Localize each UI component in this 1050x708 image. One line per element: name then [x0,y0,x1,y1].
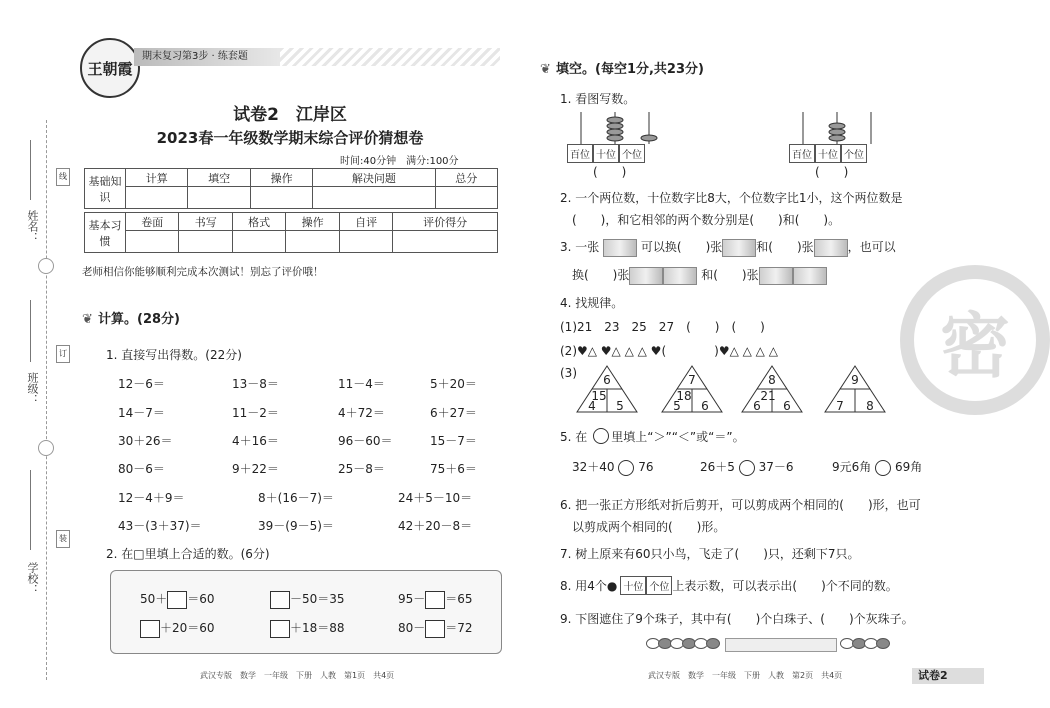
r-q4-3: (3) [560,366,577,380]
box-equation: 80－ ＝72 [398,619,473,638]
compare-circle[interactable] [875,460,891,476]
section-calc-heading [82,308,180,328]
equation: 43－(3＋37)＝ [118,519,202,533]
margin-chip: 线 [56,168,70,186]
equation: 12－4＋9＝ [118,491,185,505]
equation: 13－8＝ [232,377,279,391]
bead [706,638,720,649]
school-label: 学校： [26,562,39,595]
svg-text:21: 21 [760,389,776,403]
col-head: 解决问题 [313,169,435,187]
equation: 96－60＝ [338,434,393,448]
r-q6-line2: 以剪成两个相同的( )形。 [572,520,726,534]
score-table-basic [84,168,498,209]
box-equation: 50＋ ＝60 [140,590,215,609]
section-calc-title: 计算。(28分) [98,312,180,327]
equation: 15－7＝ [430,434,477,448]
r-q2-line2: ( )，和它相邻的两个数分别是( )和( )。 [572,213,841,227]
col-head: 卷面 [126,213,179,231]
score-cell[interactable] [179,231,232,253]
compare-circle[interactable] [618,460,634,476]
equation: 24＋5－10＝ [398,491,473,505]
score-cell[interactable] [250,187,312,209]
equation: 8＋(16－7)＝ [258,491,334,505]
compare-item: 9元6角 69角 [832,460,923,474]
r-q1: 1. 看图写数。 [560,92,636,106]
svg-text:6: 6 [753,399,761,413]
encourage-note: 老师相信你能够顺利完成本次测试！别忘了评价哦！ [82,266,324,278]
leaf-icon: ❦ [540,62,551,77]
compare-item: 26＋5 37－6 [700,460,794,474]
equation: 9＋22＝ [232,462,279,476]
col-head: 书写 [179,213,232,231]
name-label: 姓名： [26,210,39,243]
section-fill-title: 填空。(每空1分,共23分) [556,62,704,77]
row-head: 基本习惯 [85,213,126,253]
compare-item: 32＋40 76 [572,460,654,474]
row-head: 基础知识 [85,169,126,209]
review-banner: 期末复习第3步 · 练套题 [134,48,282,66]
answer-box[interactable] [425,620,445,638]
equation: 6＋27＝ [430,406,477,420]
svg-text:9: 9 [851,373,859,387]
equation: 75＋6＝ [430,462,477,476]
brand-logo: 王朝霞 [80,38,140,98]
answer-paren[interactable]: ( ) [815,165,849,179]
r-q3-line2: 换( )张 和( )张 [572,266,827,285]
answer-box[interactable] [270,591,290,609]
box-equation: ＋18＝88 [270,619,345,638]
money-icon [603,239,637,257]
exam-tag: 试卷2 [912,668,984,684]
equation: 80－6＝ [118,462,165,476]
score-cell[interactable] [232,231,285,253]
tri-mid: 15 [591,389,607,403]
compare-circle[interactable] [593,428,609,444]
place-value-chart: 百位 十位 个位 [789,144,867,163]
box-equation: 95－ ＝65 [398,590,473,609]
answer-box[interactable] [167,591,187,609]
scroll-panel [110,570,502,654]
answer-box[interactable] [140,620,160,638]
section-fill-heading [540,58,704,78]
col-head: 格式 [232,213,285,231]
score-cell[interactable] [126,231,179,253]
equation: 4＋72＝ [338,406,385,420]
equation: 42＋20－8＝ [398,519,473,533]
school-line [30,470,31,550]
score-cell[interactable] [286,231,339,253]
confidential-seal: 密 [900,265,1050,415]
col-head: 评价得分 [393,213,498,231]
r-q5: 5. 在 里填上“＞”“＜”或“＝”。 [560,430,745,444]
svg-text:18: 18 [676,389,692,403]
r-q9: 9. 下图遮住了9个珠子，其中有( )个白珠子、( )个灰珠子。 [560,612,914,626]
bead-row [648,634,890,653]
page-footer-left: 武汉专版 数学 一年级 下册 人教 第1页 共4页 [200,671,395,680]
svg-text:7: 7 [688,373,696,387]
money-icon [793,267,827,285]
equation: 11－4＝ [338,377,385,391]
r-q4: 4. 找规律。 [560,296,624,310]
r-q6-line1: 6. 把一张正方形纸对折后剪开，可以剪成两个相同的( )形，也可 [560,498,921,512]
col-head: 计算 [126,169,188,187]
binding-hole [38,440,54,456]
equation: 39－(9－5)＝ [258,519,334,533]
svg-text:8: 8 [768,373,776,387]
bead [876,638,890,649]
number-triangles [575,364,895,416]
binding-hole [38,258,54,274]
money-icon [722,239,756,257]
r-q8: 8. 用4个● 十位 个位 上表示数，可以表示出( )个不同的数。 [560,576,898,595]
page-footer-right: 武汉专版 数学 一年级 下册 人教 第2页 共4页 [648,671,843,680]
exam-subtitle: 2023春一年级数学期末综合评价猜想卷 [156,129,424,147]
answer-box[interactable] [270,620,290,638]
box-equation: －50＝35 [270,590,345,609]
r-q4-1: (1)21 23 25 27 ( ) ( ) [560,320,765,334]
binding-line [46,120,47,680]
score-cell[interactable] [188,187,250,209]
place-value-chart: 百位 十位 个位 [567,144,645,163]
col-head: 自评 [339,213,392,231]
banner-stripe [280,48,500,66]
margin-chip: 订 [56,345,70,363]
tri-bl: 4 [588,399,596,413]
svg-text:6: 6 [783,399,791,413]
money-icon [814,239,848,257]
answer-paren[interactable]: ( ) [593,165,627,179]
r-q3-line1: 3. 一张 可以换( )张 和( )张 ，也可以 [560,238,896,257]
class-line [30,300,31,362]
margin-chip: 装 [56,530,70,548]
score-cell[interactable] [313,187,435,209]
equation: 4＋16＝ [232,434,279,448]
r-q7: 7. 树上原来有60只小鸟，飞走了( )只，还剩下7只。 [560,547,860,561]
col-head: 总分 [435,169,498,187]
equation: 25－8＝ [338,462,385,476]
q1-title: 1. 直接写出得数。(22分) [106,348,242,362]
time-score-info: 时间:40分钟 满分:100分 [340,156,459,167]
svg-text:8: 8 [866,399,874,413]
r-q2-line1: 2. 一个两位数，十位数字比8大，个位数字比1小，这个两位数是 [560,191,903,205]
leaf-icon: ❦ [82,312,93,327]
money-icon [759,267,793,285]
score-cell[interactable] [339,231,392,253]
equation: 30＋26＝ [118,434,173,448]
exam-title: 试卷2 江岸区 [233,105,347,125]
tri-br: 5 [616,399,624,413]
score-cell[interactable] [393,231,498,253]
compare-circle[interactable] [739,460,755,476]
svg-text:7: 7 [836,399,844,413]
tri-top: 6 [603,373,611,387]
equation: 14－7＝ [118,406,165,420]
svg-text:5: 5 [673,399,681,413]
svg-text:6: 6 [701,399,709,413]
equation: 11－2＝ [232,406,279,420]
q2-title: 2. 在□里填上合适的数。(6分) [106,547,270,561]
money-icon [629,267,663,285]
bead-cover [725,638,837,652]
r-q4-2: (2)♥△ ♥△ △ △ ♥( )♥△ △ △ △ [560,344,778,358]
score-cell[interactable] [435,187,498,209]
score-cell[interactable] [126,187,188,209]
money-icon [663,267,697,285]
box-equation: ＋20＝60 [140,619,215,638]
equation: 5＋20＝ [430,377,477,391]
col-head: 填空 [188,169,250,187]
equation: 12－6＝ [118,377,165,391]
col-head: 操作 [286,213,339,231]
name-line [30,140,31,200]
col-head: 操作 [250,169,312,187]
score-table-habit [84,212,498,253]
answer-box[interactable] [425,591,445,609]
class-label: 班级： [26,372,39,405]
